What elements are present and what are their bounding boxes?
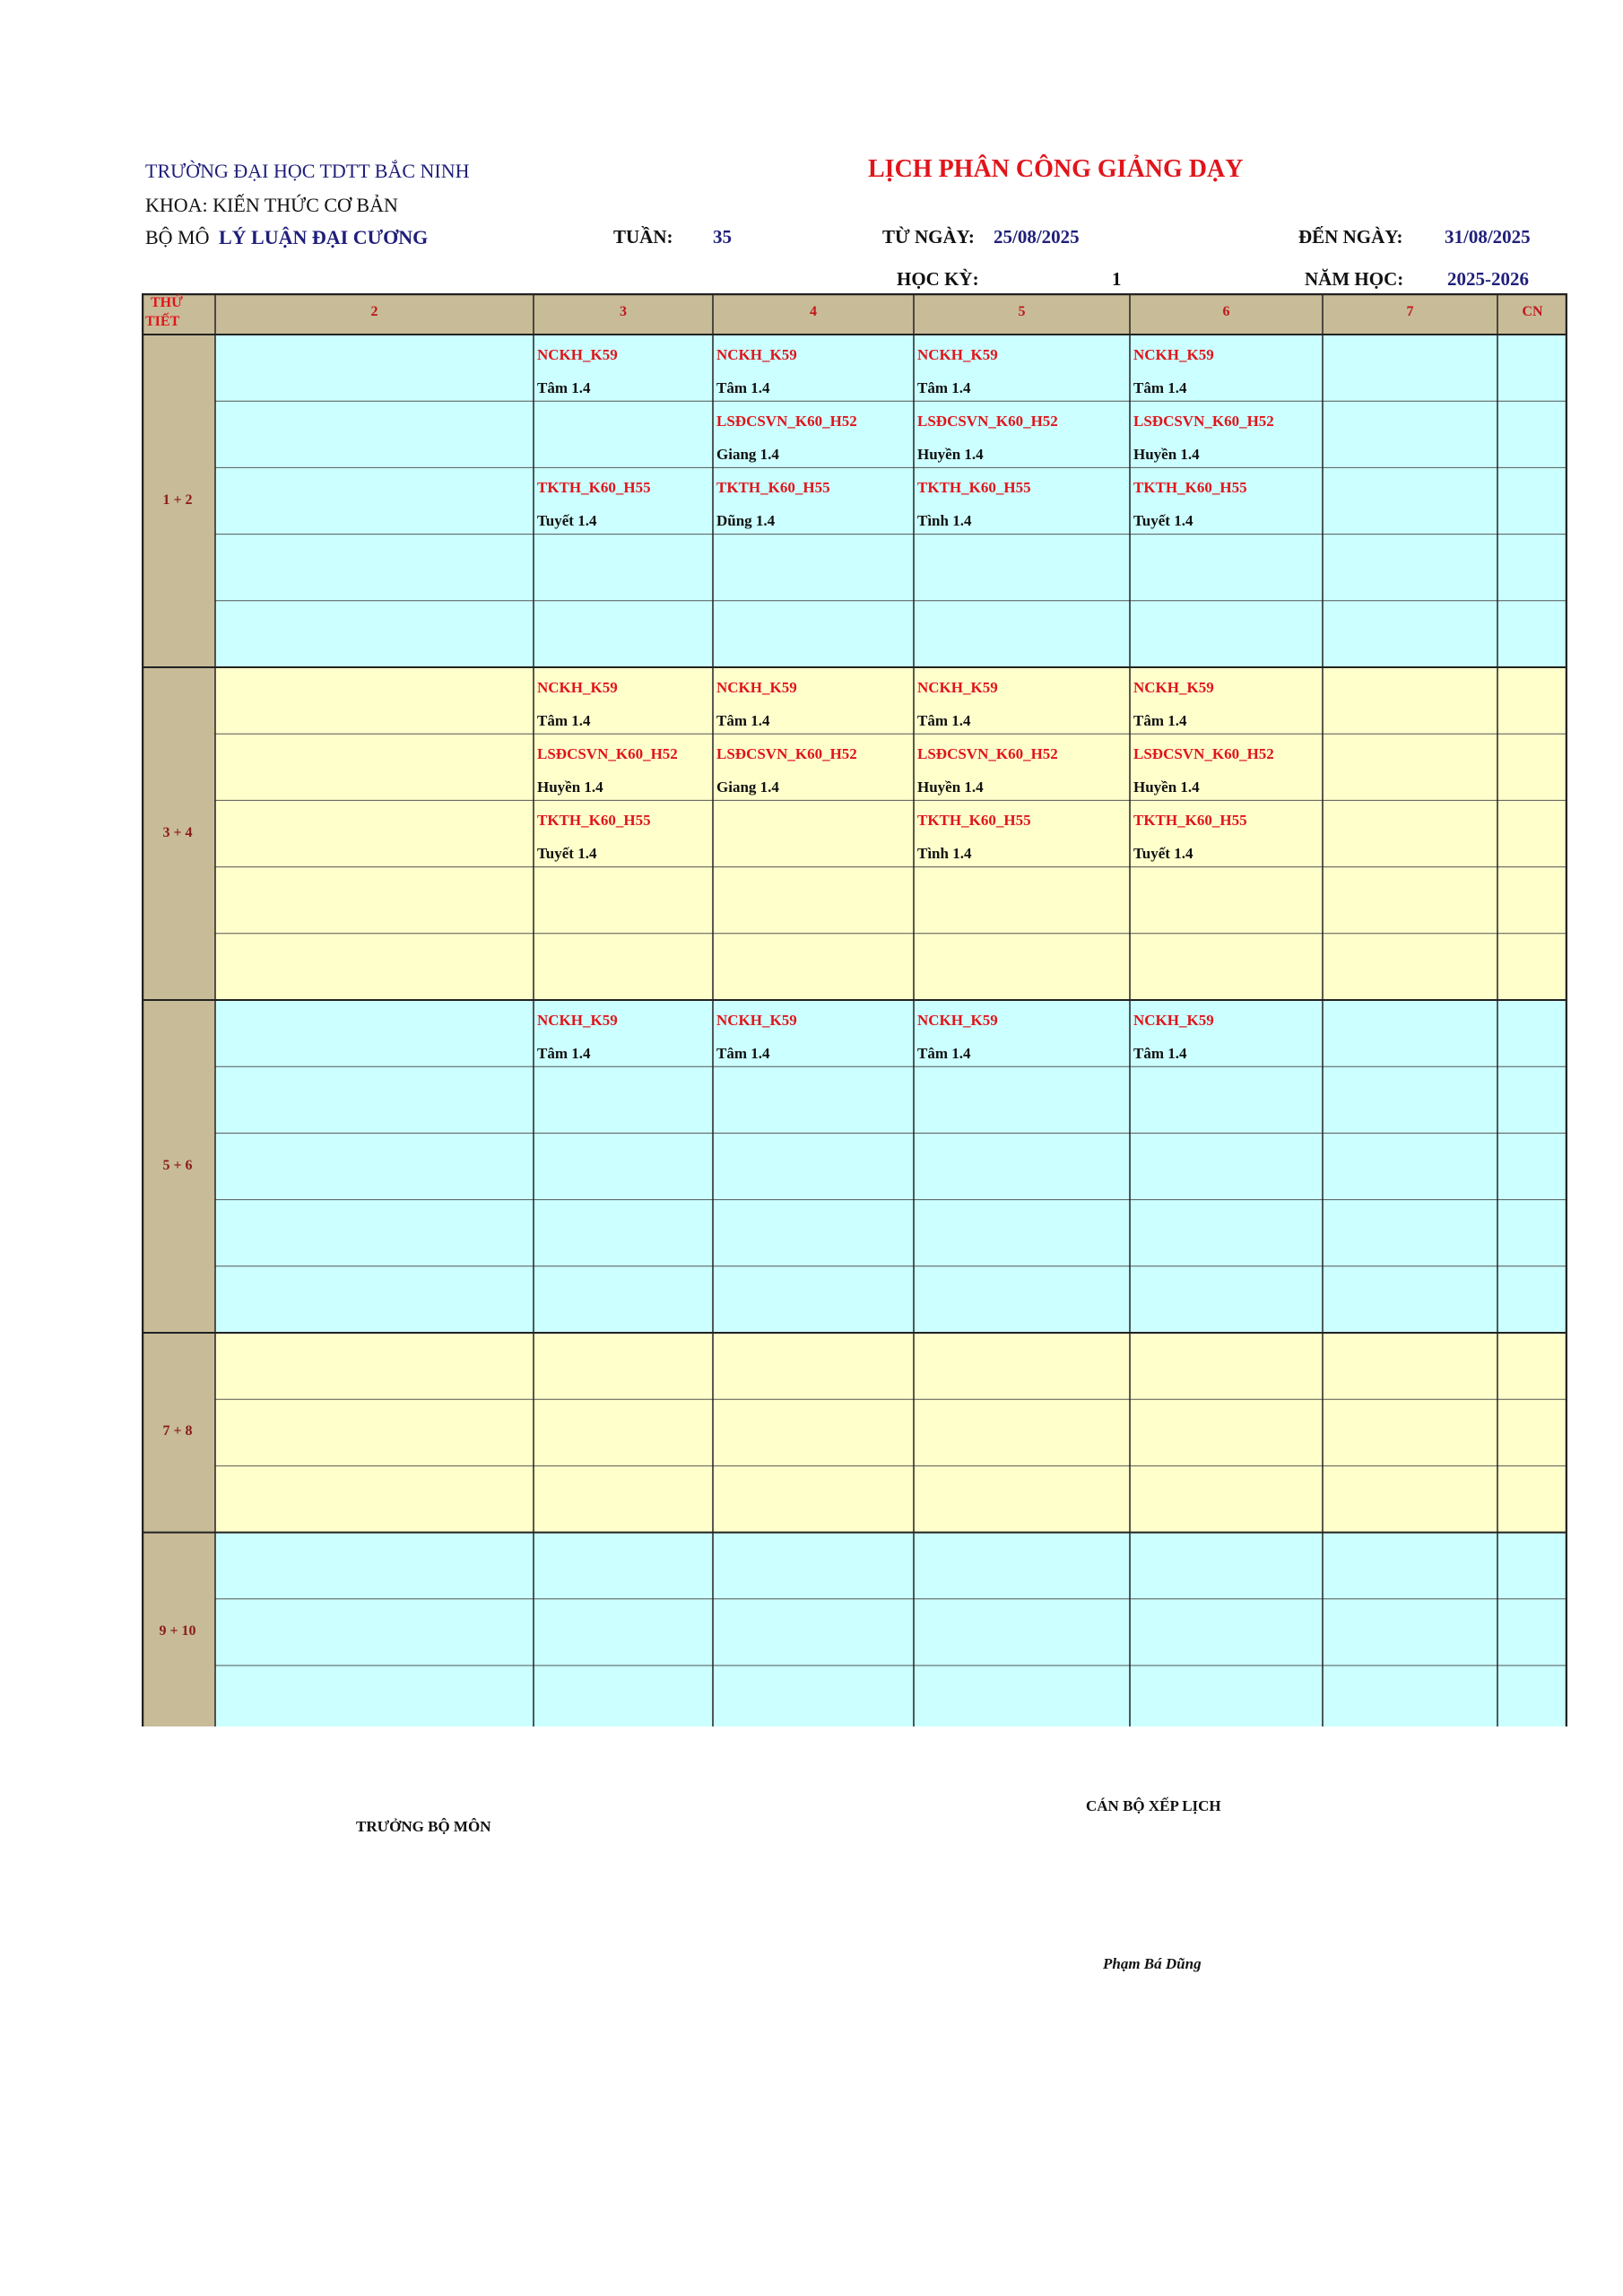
block-bg-5 — [215, 1533, 1567, 1726]
teacher-assignment: Huyền 1.4 — [1133, 778, 1200, 796]
period-label-1: 1 + 2 — [162, 491, 193, 508]
school-year-value: 2025-2026 — [1447, 268, 1529, 290]
from-date-value: 25/08/2025 — [994, 226, 1080, 248]
teacher-assignment: Huyền 1.4 — [917, 778, 984, 796]
dept-name: LÝ LUẬN ĐẠI CƯƠNG — [219, 226, 429, 248]
course-code: NCKH_K59 — [537, 679, 618, 696]
corner-period-label: TIẾT — [145, 314, 180, 329]
page-title: LỊCH PHÂN CÔNG GIẢNG DẠY — [868, 155, 1244, 183]
day-header-7: 7 — [1406, 304, 1414, 319]
course-code: TKTH_K60_H55 — [1133, 479, 1247, 497]
course-code: TKTH_K60_H55 — [1133, 812, 1247, 830]
semester-label: HỌC KỲ: — [897, 268, 979, 290]
course-code: NCKH_K59 — [1133, 679, 1214, 696]
course-code: LSĐCSVN_K60_H52 — [716, 413, 857, 430]
week-label: TUẦN: — [613, 226, 673, 248]
to-date-value: 31/08/2025 — [1445, 226, 1531, 248]
teacher-assignment: Tình 1.4 — [917, 845, 972, 863]
teacher-assignment: Dũng 1.4 — [716, 512, 776, 530]
day-header-2: 2 — [370, 304, 378, 319]
course-code: LSĐCSVN_K60_H52 — [917, 745, 1058, 763]
course-code: NCKH_K59 — [917, 1012, 998, 1029]
course-code: TKTH_K60_H55 — [716, 479, 830, 497]
teacher-assignment: Tuyết 1.4 — [1133, 845, 1193, 863]
course-code: TKTH_K60_H55 — [537, 479, 651, 497]
block-bg-1 — [215, 335, 1567, 667]
teacher-assignment: Tâm 1.4 — [917, 712, 971, 729]
course-code: LSĐCSVN_K60_H52 — [1133, 745, 1274, 763]
teacher-assignment: Tâm 1.4 — [716, 379, 770, 396]
teacher-assignment: Huyền 1.4 — [537, 778, 603, 796]
course-code: NCKH_K59 — [917, 679, 998, 696]
scheduler-name: Phạm Bá Dũng — [1103, 1955, 1202, 1972]
course-code: NCKH_K59 — [716, 679, 797, 696]
teacher-assignment: Tâm 1.4 — [917, 1045, 971, 1062]
teacher-assignment: Tâm 1.4 — [917, 379, 971, 396]
faculty-label: KHOA: KIẾN THỨC CƠ BẢN — [145, 194, 398, 216]
teacher-assignment: Tâm 1.4 — [537, 712, 591, 729]
course-code: NCKH_K59 — [716, 346, 797, 363]
schedule-table — [142, 293, 1567, 1726]
teacher-assignment: Giang 1.4 — [716, 446, 779, 464]
from-date-label: TỪ NGÀY: — [882, 226, 975, 248]
teacher-assignment: Tâm 1.4 — [1133, 379, 1187, 396]
course-code: LSĐCSVN_K60_H52 — [716, 745, 857, 763]
block-bg-4 — [215, 1333, 1567, 1533]
teacher-assignment: Tâm 1.4 — [716, 712, 770, 729]
course-code: LSĐCSVN_K60_H52 — [1133, 413, 1274, 430]
semester-value: 1 — [1112, 268, 1122, 290]
block-bg-3 — [215, 1000, 1567, 1333]
schedule-grid — [142, 293, 1567, 1726]
teacher-assignment: Tâm 1.4 — [1133, 1045, 1187, 1062]
course-code: TKTH_K60_H55 — [917, 479, 1031, 497]
period-label-4: 7 + 8 — [162, 1423, 193, 1439]
block-bg-2 — [215, 667, 1567, 1000]
course-code: TKTH_K60_H55 — [537, 812, 651, 830]
course-code: LSĐCSVN_K60_H52 — [537, 745, 678, 763]
teacher-assignment: Giang 1.4 — [716, 778, 779, 796]
day-header-4: 4 — [810, 304, 817, 319]
head-of-dept-label: TRƯỞNG BỘ MÔN — [356, 1818, 491, 1835]
teacher-assignment: Tuyết 1.4 — [537, 845, 597, 863]
corner-day-label: THỨ — [151, 295, 183, 310]
teacher-assignment: Tâm 1.4 — [537, 1045, 591, 1062]
course-code: NCKH_K59 — [1133, 346, 1214, 363]
teacher-assignment: Tuyết 1.4 — [1133, 512, 1193, 530]
teacher-assignment: Tâm 1.4 — [716, 1045, 770, 1062]
teacher-assignment: Tình 1.4 — [917, 512, 972, 530]
day-header-CN: CN — [1522, 304, 1543, 319]
course-code: NCKH_K59 — [917, 346, 998, 363]
course-code: NCKH_K59 — [537, 1012, 618, 1029]
teacher-assignment: Huyền 1.4 — [1133, 446, 1200, 464]
dept-prefix: BỘ MÔ — [145, 226, 210, 248]
course-code: NCKH_K59 — [716, 1012, 797, 1029]
day-header-5: 5 — [1018, 304, 1026, 319]
day-header-3: 3 — [620, 304, 627, 319]
day-header-6: 6 — [1222, 304, 1230, 319]
teacher-assignment: Tuyết 1.4 — [537, 512, 597, 530]
course-code: NCKH_K59 — [537, 346, 618, 363]
teacher-assignment: Huyền 1.4 — [917, 446, 984, 464]
period-label-5: 9 + 10 — [159, 1622, 196, 1639]
week-value: 35 — [713, 226, 732, 248]
period-label-3: 5 + 6 — [162, 1157, 193, 1173]
teacher-assignment: Tâm 1.4 — [1133, 712, 1187, 729]
course-code: TKTH_K60_H55 — [917, 812, 1031, 830]
period-label-2: 3 + 4 — [162, 824, 193, 840]
course-code: LSĐCSVN_K60_H52 — [917, 413, 1058, 430]
course-code: NCKH_K59 — [1133, 1012, 1214, 1029]
school-year-label: NĂM HỌC: — [1305, 268, 1404, 290]
scheduler-title: CÁN BỘ XẾP LỊCH — [1086, 1797, 1221, 1814]
school-name: TRƯỜNG ĐẠI HỌC TDTT BẮC NINH — [145, 160, 470, 182]
to-date-label: ĐẾN NGÀY: — [1298, 226, 1403, 248]
teacher-assignment: Tâm 1.4 — [537, 379, 591, 396]
